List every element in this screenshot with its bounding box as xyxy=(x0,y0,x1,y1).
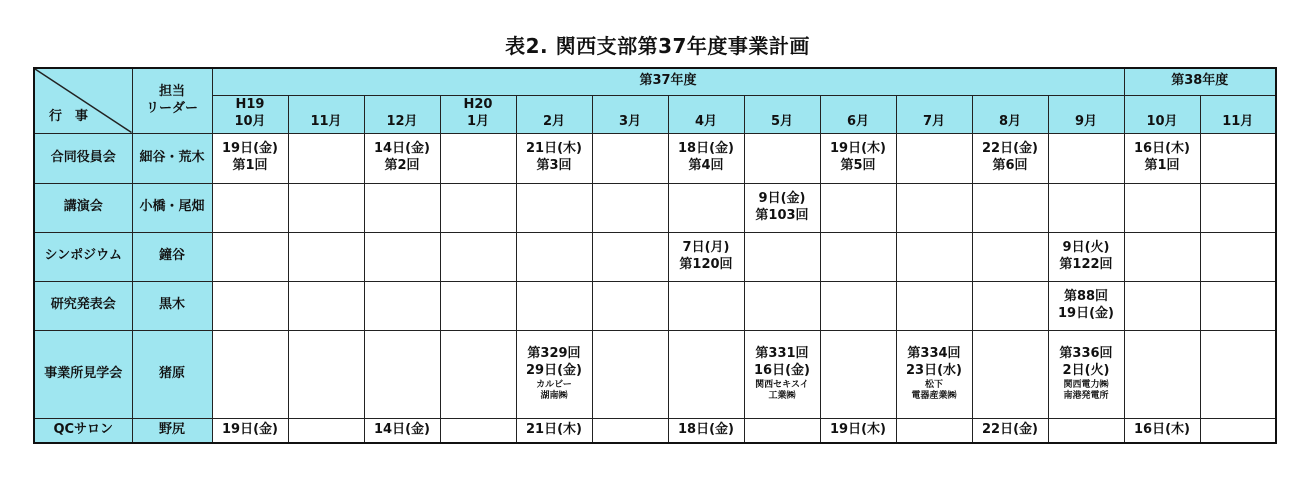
month-era-label xyxy=(593,97,668,114)
table-row xyxy=(34,330,1276,418)
schedule-cell xyxy=(212,133,288,183)
leader-cell: 黒木 xyxy=(132,281,212,330)
month-era-label: H19 xyxy=(235,97,265,113)
schedule-cell xyxy=(668,133,744,183)
schedule-cell xyxy=(896,330,972,418)
schedule-cell xyxy=(364,281,440,330)
month-label: 7月 xyxy=(922,114,946,129)
schedule-cell xyxy=(896,418,972,443)
schedule-cell xyxy=(1124,133,1200,183)
event-name-cell: 合同役員会 xyxy=(34,133,132,183)
leader-cell: 鐘谷 xyxy=(132,232,212,281)
schedule-cell xyxy=(288,133,364,183)
month-era-label xyxy=(973,97,1048,114)
schedule-cell xyxy=(212,418,288,443)
schedule-cell xyxy=(1048,133,1124,183)
month-header-cell xyxy=(1124,95,1200,133)
schedule-cell xyxy=(820,418,896,443)
schedule-cell xyxy=(744,330,820,418)
schedule-cell xyxy=(668,330,744,418)
header-leader-line1: 担当 xyxy=(158,83,185,99)
schedule-cell xyxy=(516,183,592,232)
month-era-label xyxy=(289,97,364,114)
cell-line: 7日(月) xyxy=(682,239,730,255)
table-row xyxy=(34,281,1276,330)
table-row xyxy=(34,133,1276,183)
schedule-cell xyxy=(1048,183,1124,232)
schedule-cell xyxy=(972,232,1048,281)
month-header-cell xyxy=(896,95,972,133)
schedule-cell xyxy=(212,183,288,232)
cell-line: 9日(火) xyxy=(1062,239,1110,255)
cell-line: 23日(水) xyxy=(906,362,962,378)
month-era-label xyxy=(1201,97,1276,114)
month-header-cell xyxy=(592,95,668,133)
schedule-cell xyxy=(440,418,516,443)
cell-line: 19日(金) xyxy=(222,421,278,437)
schedule-cell xyxy=(364,232,440,281)
month-header-cell xyxy=(744,95,820,133)
cell-line: 2日(火) xyxy=(1062,362,1110,378)
cell-company-line: 松下 xyxy=(924,379,943,390)
table-row xyxy=(34,183,1276,232)
schedule-cell xyxy=(820,133,896,183)
schedule-cell xyxy=(516,330,592,418)
schedule-cell xyxy=(364,183,440,232)
cell-company-line: 湖南㈱ xyxy=(540,390,568,401)
header-leader-cell xyxy=(132,68,212,133)
cell-line: 第120回 xyxy=(679,256,733,272)
schedule-cell xyxy=(1200,418,1276,443)
month-header-cell xyxy=(212,95,288,133)
schedule-cell xyxy=(896,183,972,232)
schedule-cell xyxy=(896,232,972,281)
event-name-cell: 事業所見学会 xyxy=(34,330,132,418)
month-era-label: H20 xyxy=(463,97,493,113)
month-label: 8月 xyxy=(998,114,1022,129)
month-label: 5月 xyxy=(770,114,794,129)
schedule-cell xyxy=(592,183,668,232)
cell-line: 14日(金) xyxy=(374,421,430,437)
month-era-label xyxy=(897,97,972,114)
cell-company-line: カルビー xyxy=(536,379,572,390)
schedule-cell xyxy=(516,133,592,183)
cell-company-line: 関西電力㈱ xyxy=(1063,379,1109,390)
schedule-cell xyxy=(1200,232,1276,281)
schedule-cell xyxy=(972,330,1048,418)
month-label: 6月 xyxy=(846,114,870,129)
schedule-cell xyxy=(1200,133,1276,183)
cell-line: 21日(木) xyxy=(526,141,582,157)
leader-cell: 細谷・荒木 xyxy=(132,133,212,183)
month-era-label xyxy=(1049,97,1124,114)
cell-line: 16日(木) xyxy=(1134,421,1190,437)
month-label: 3月 xyxy=(618,114,642,129)
schedule-cell xyxy=(1124,418,1200,443)
table-title: 表2. 関西支部第37年度事業計画 xyxy=(505,34,810,58)
cell-line: 第1回 xyxy=(1144,158,1180,173)
schedule-cell xyxy=(1048,330,1124,418)
cell-line: 第122回 xyxy=(1059,256,1113,272)
month-label: 9月 xyxy=(1074,114,1098,129)
schedule-cell xyxy=(1048,232,1124,281)
cell-line: 第88回 xyxy=(1063,288,1109,304)
schedule-cell xyxy=(288,418,364,443)
schedule-cell xyxy=(212,232,288,281)
schedule-cell xyxy=(820,330,896,418)
schedule-cell xyxy=(1124,232,1200,281)
schedule-cell xyxy=(896,133,972,183)
schedule-cell xyxy=(440,133,516,183)
cell-line: 9日(金) xyxy=(758,190,806,206)
schedule-cell xyxy=(364,418,440,443)
cell-line: 29日(金) xyxy=(526,362,582,378)
cell-line: 第1回 xyxy=(232,158,268,173)
schedule-cell xyxy=(744,183,820,232)
month-label: 10月 xyxy=(1146,114,1178,129)
schedule-cell xyxy=(972,281,1048,330)
schedule-cell xyxy=(592,418,668,443)
cell-line: 第2回 xyxy=(384,158,420,173)
schedule-cell xyxy=(364,330,440,418)
cell-line: 第5回 xyxy=(840,158,876,173)
month-label: 11月 xyxy=(310,114,342,129)
schedule-cell xyxy=(592,281,668,330)
month-label: 1月 xyxy=(466,114,490,129)
cell-line: 第4回 xyxy=(688,158,724,173)
month-header-cell xyxy=(440,95,516,133)
month-header-cell xyxy=(972,95,1048,133)
cell-line: 第336回 xyxy=(1059,345,1113,361)
month-header-cell xyxy=(668,95,744,133)
schedule-cell xyxy=(440,330,516,418)
month-era-label xyxy=(745,97,820,114)
cell-line: 19日(金) xyxy=(222,141,278,157)
header-event-label: 行 事 xyxy=(49,109,89,124)
month-header-cell xyxy=(288,95,364,133)
schedule-cell xyxy=(820,281,896,330)
schedule-cell xyxy=(1200,281,1276,330)
schedule-cell xyxy=(592,330,668,418)
schedule-cell xyxy=(440,232,516,281)
leader-cell: 猪原 xyxy=(132,330,212,418)
cell-line: 第3回 xyxy=(536,158,572,173)
schedule-cell xyxy=(668,418,744,443)
month-label: 2月 xyxy=(542,114,566,129)
cell-company-line: 関西セキスイ xyxy=(755,379,809,390)
header-period-37: 第37年度 xyxy=(212,68,1124,95)
schedule-cell xyxy=(668,281,744,330)
schedule-cell xyxy=(1124,183,1200,232)
schedule-cell xyxy=(744,281,820,330)
header-period-38: 第38年度 xyxy=(1124,68,1276,95)
cell-line: 第6回 xyxy=(992,158,1028,173)
table-row xyxy=(34,232,1276,281)
cell-line: 第329回 xyxy=(527,345,581,361)
cell-line: 22日(金) xyxy=(982,141,1038,157)
schedule-cell xyxy=(896,281,972,330)
schedule-cell xyxy=(744,232,820,281)
schedule-cell xyxy=(288,232,364,281)
cell-line: 16日(金) xyxy=(754,362,810,378)
cell-line: 22日(金) xyxy=(982,421,1038,437)
cell-company-line: 南港発電所 xyxy=(1063,390,1109,401)
cell-company-line: 電器産業㈱ xyxy=(911,390,957,401)
cell-line: 19日(木) xyxy=(830,421,886,437)
cell-line: 18日(金) xyxy=(678,421,734,437)
month-header-cell xyxy=(516,95,592,133)
schedule-cell xyxy=(288,281,364,330)
cell-line: 19日(木) xyxy=(830,141,886,157)
table-row xyxy=(34,418,1276,443)
schedule-cell xyxy=(364,133,440,183)
cell-line: 21日(木) xyxy=(526,421,582,437)
schedule-cell xyxy=(1200,183,1276,232)
schedule-cell xyxy=(1048,281,1124,330)
schedule-cell xyxy=(1124,281,1200,330)
schedule-cell xyxy=(440,281,516,330)
schedule-cell xyxy=(516,232,592,281)
schedule-cell xyxy=(516,418,592,443)
schedule-cell xyxy=(668,232,744,281)
cell-line: 19日(金) xyxy=(1058,305,1114,321)
cell-line: 第334回 xyxy=(907,345,961,361)
month-era-label xyxy=(669,97,744,114)
schedule-cell xyxy=(668,183,744,232)
schedule-cell xyxy=(1048,418,1124,443)
leader-cell: 野尻 xyxy=(132,418,212,443)
month-era-label xyxy=(517,97,592,114)
month-label: 4月 xyxy=(694,114,718,129)
event-name-cell: シンポジウム xyxy=(34,232,132,281)
cell-line: 16日(木) xyxy=(1134,141,1190,157)
cell-line: 第331回 xyxy=(755,345,809,361)
schedule-cell xyxy=(212,281,288,330)
month-header-cell xyxy=(1048,95,1124,133)
cell-line: 18日(金) xyxy=(678,141,734,157)
month-label: 12月 xyxy=(386,114,418,129)
schedule-cell xyxy=(820,183,896,232)
month-header-cell xyxy=(820,95,896,133)
event-name-cell: QCサロン xyxy=(34,418,132,443)
month-era-label xyxy=(821,97,896,114)
leader-cell: 小橋・尾畑 xyxy=(132,183,212,232)
schedule-cell xyxy=(212,330,288,418)
schedule-cell xyxy=(592,232,668,281)
schedule-cell xyxy=(1124,330,1200,418)
cell-company-line: 工業㈱ xyxy=(768,390,796,401)
schedule-cell xyxy=(592,133,668,183)
schedule-cell xyxy=(820,232,896,281)
month-header-cell xyxy=(1200,95,1276,133)
event-name-cell: 講演会 xyxy=(34,183,132,232)
month-label: 10月 xyxy=(234,114,266,129)
schedule-cell xyxy=(288,183,364,232)
schedule-cell xyxy=(972,418,1048,443)
cell-line: 第103回 xyxy=(755,207,809,223)
cell-line: 14日(金) xyxy=(374,141,430,157)
schedule-table xyxy=(33,67,1277,444)
month-label: 11月 xyxy=(1222,114,1254,129)
month-era-label xyxy=(1125,97,1200,114)
schedule-cell xyxy=(516,281,592,330)
schedule-cell xyxy=(288,330,364,418)
schedule-cell xyxy=(744,133,820,183)
schedule-cell xyxy=(972,183,1048,232)
event-name-cell: 研究発表会 xyxy=(34,281,132,330)
schedule-cell xyxy=(972,133,1048,183)
header-leader-line2: リーダー xyxy=(145,100,198,116)
month-header-cell xyxy=(364,95,440,133)
schedule-cell xyxy=(744,418,820,443)
schedule-cell xyxy=(1200,330,1276,418)
header-event-cell xyxy=(34,68,132,133)
schedule-cell xyxy=(440,183,516,232)
month-era-label xyxy=(365,97,440,114)
